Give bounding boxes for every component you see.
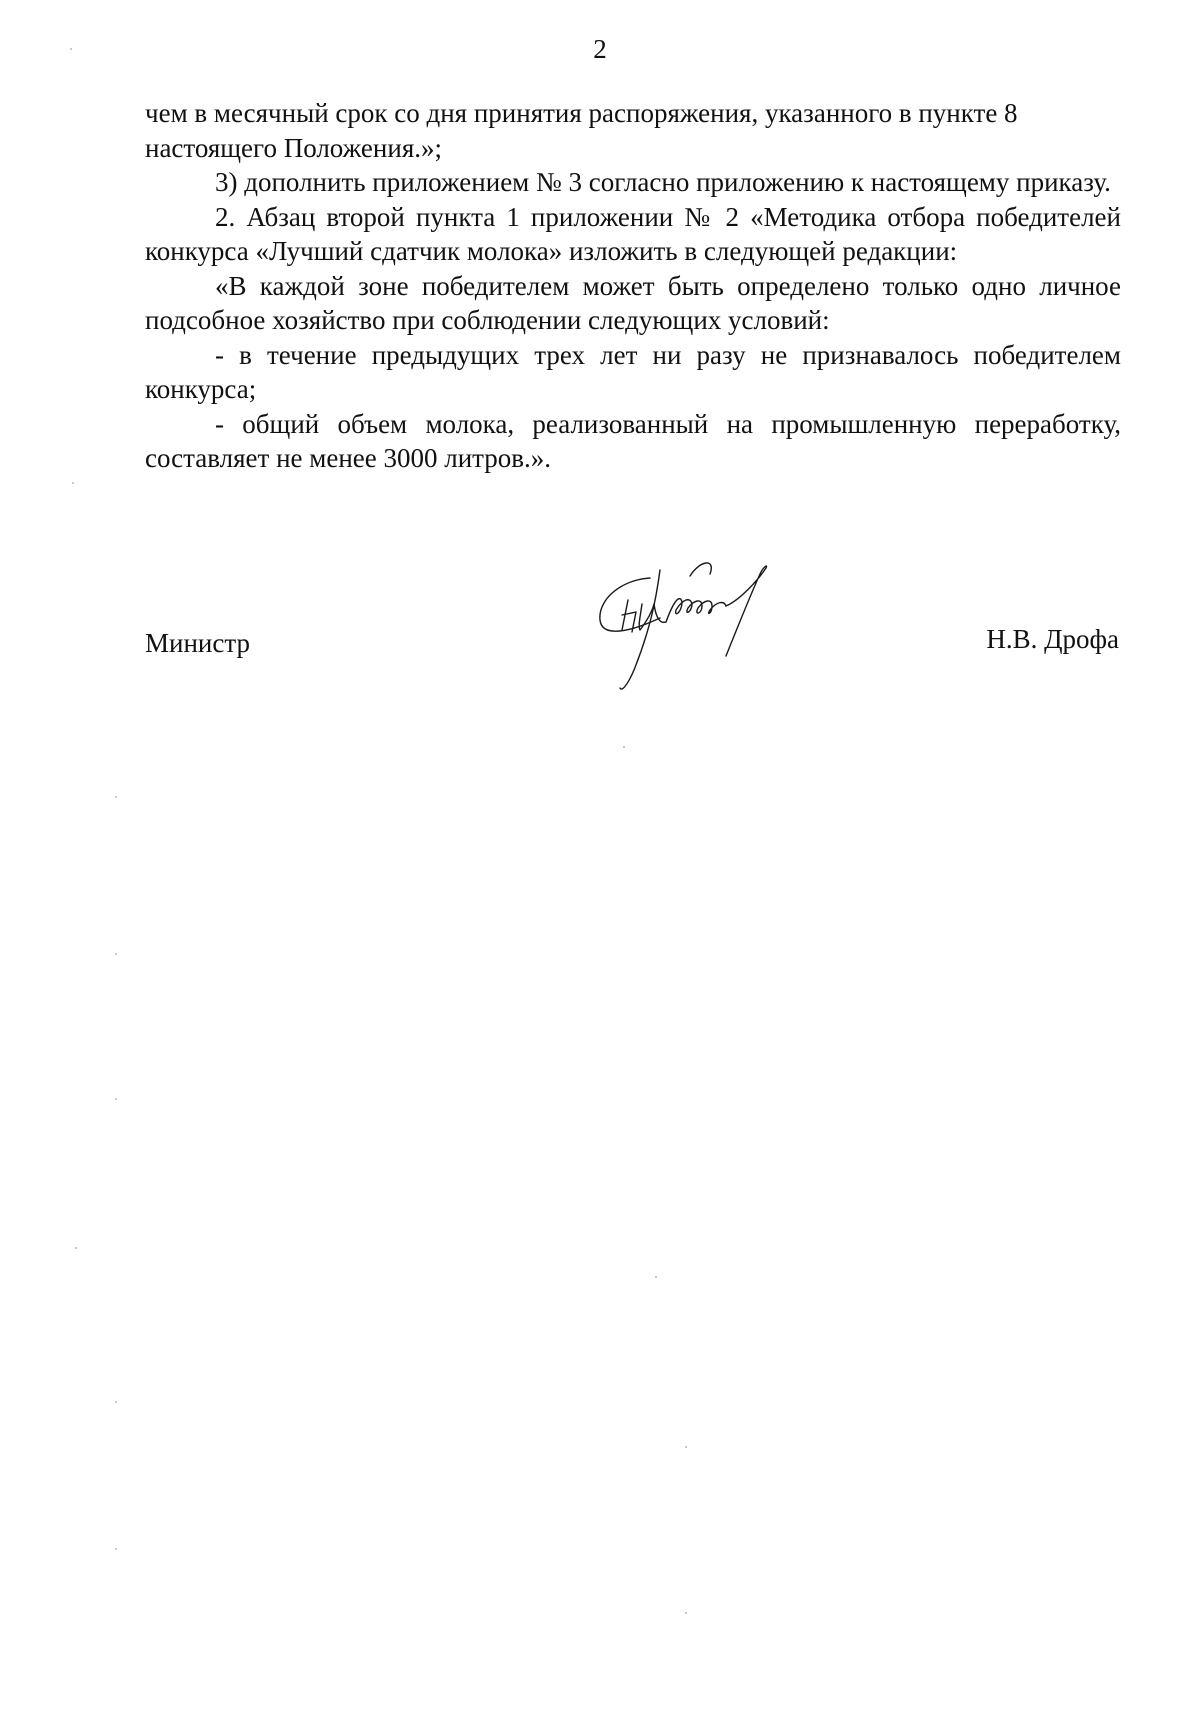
scan-artifact [115,1098,117,1100]
paragraph-quote: «В каждой зоне победителем может быть определено только одно личное подсобное хозяйство при соблюдении следующих условий: [145,270,1121,335]
scan-artifact [685,1446,687,1448]
scan-artifact [115,796,117,798]
paragraph-continuation: чем в месячный срок со дня принятия распоряжения, указанного в пункте 8 настоящего Положения.»; [145,98,1018,163]
signature-block [0,560,1200,720]
scan-artifact [623,746,625,748]
scan-artifact [685,1612,687,1614]
document-body [145,96,1121,476]
scan-artifact [115,1401,117,1403]
paragraph-condition-2: - общий объем молока, реализованный на промышленную переработку, составляет не менее 3000 литров.». [145,408,1121,473]
paragraph-condition-1: - в течение предыдущих трех лет ни разу не признавалось победителем конкурса; [145,339,1121,404]
scan-artifact [115,1548,117,1550]
scan-artifact [655,1276,657,1278]
scan-artifact [75,1247,77,1249]
scan-artifact [70,48,72,50]
scan-artifact [115,953,117,955]
signatory-position: Министр [145,628,250,658]
paragraph-item-3: 3) дополнить приложением № 3 согласно приложению к настоящему приказу. [215,167,1111,197]
signatory-name: Н.В. Дрофа [986,624,1119,654]
paragraph-item-2: 2. Абзац второй пункта 1 приложении № 2 «Методика отбора победителей конкурса «Лучший сдатчик молока» изложить в следующей редакции: [145,201,1121,266]
page-number: 2 [593,34,607,64]
scan-artifact [72,482,74,484]
handwritten-signature [590,560,830,720]
